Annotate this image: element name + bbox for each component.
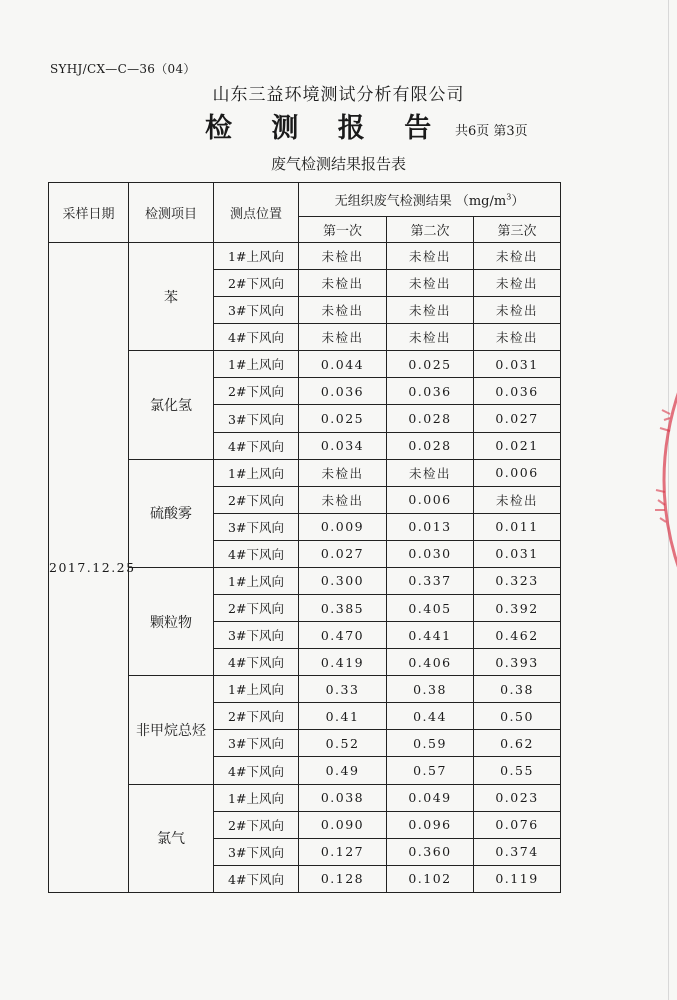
result-first: 0.127 [299, 838, 387, 865]
header-unit [456, 194, 524, 209]
result-first: 0.025 [299, 405, 387, 432]
result-third: 0.021 [474, 432, 561, 459]
result-third: 未检出 [474, 486, 561, 513]
result-third: 0.462 [474, 622, 561, 649]
result-second: 0.360 [387, 838, 474, 865]
result-third: 0.011 [474, 513, 561, 540]
result-second: 0.006 [387, 486, 474, 513]
test-point: 2#下风向 [214, 595, 299, 622]
test-point: 2#下风向 [214, 378, 299, 405]
result-second: 0.049 [387, 784, 474, 811]
header-row [49, 183, 561, 217]
result-third: 0.62 [474, 730, 561, 757]
result-first: 未检出 [299, 486, 387, 513]
header-first: 第一次 [299, 217, 387, 243]
result-third: 0.031 [474, 540, 561, 567]
test-point: 1#上风向 [214, 567, 299, 594]
result-third: 0.55 [474, 757, 561, 784]
result-first: 0.41 [299, 703, 387, 730]
test-point: 2#下风向 [214, 811, 299, 838]
test-item: 非甲烷总烃 [129, 676, 214, 784]
test-point: 4#下风向 [214, 432, 299, 459]
table-subtitle: 废气检测结果报告表 [270, 155, 406, 173]
result-third: 未检出 [474, 324, 561, 351]
test-point: 1#上风向 [214, 676, 299, 703]
result-first: 0.52 [299, 730, 387, 757]
result-first: 0.034 [299, 432, 387, 459]
header-date: 采样日期 [49, 183, 129, 243]
test-point: 3#下风向 [214, 838, 299, 865]
result-first: 0.49 [299, 757, 387, 784]
result-second: 0.028 [387, 405, 474, 432]
result-third: 0.036 [474, 378, 561, 405]
result-third: 0.393 [474, 649, 561, 676]
page-info: 共6页 第3页 [455, 124, 528, 139]
result-first: 0.385 [299, 595, 387, 622]
header-results-label: 无组织废气检测结果 [334, 194, 452, 209]
result-third: 0.38 [474, 676, 561, 703]
result-first: 0.33 [299, 676, 387, 703]
result-second: 0.337 [387, 567, 474, 594]
test-point: 3#下风向 [214, 730, 299, 757]
result-second: 0.030 [387, 540, 474, 567]
unit-open: （mg/m [455, 194, 507, 209]
sampling-date: 2017.12.25 [49, 243, 129, 893]
result-third: 0.374 [474, 838, 561, 865]
result-second: 未检出 [387, 459, 474, 486]
result-second: 0.036 [387, 378, 474, 405]
result-first: 0.419 [299, 649, 387, 676]
test-point: 1#上风向 [214, 784, 299, 811]
result-second: 0.406 [387, 649, 474, 676]
unit-sup: 3 [506, 192, 512, 202]
result-third: 0.027 [474, 405, 561, 432]
result-first: 0.470 [299, 622, 387, 649]
test-point: 3#下风向 [214, 405, 299, 432]
test-point: 2#下风向 [214, 703, 299, 730]
result-first: 未检出 [299, 324, 387, 351]
result-third: 0.119 [474, 865, 561, 892]
results-body [49, 243, 561, 893]
result-third: 0.076 [474, 811, 561, 838]
result-second: 未检出 [387, 324, 474, 351]
test-point: 4#下风向 [214, 865, 299, 892]
result-third: 0.392 [474, 595, 561, 622]
result-first: 0.036 [299, 378, 387, 405]
result-first: 0.128 [299, 865, 387, 892]
table-row [49, 243, 561, 270]
result-first: 未检出 [299, 297, 387, 324]
header-point: 测点位置 [214, 183, 299, 243]
result-third: 0.023 [474, 784, 561, 811]
result-second: 0.405 [387, 595, 474, 622]
unit-close: ） [511, 194, 525, 209]
result-second: 0.57 [387, 757, 474, 784]
result-third: 0.031 [474, 351, 561, 378]
test-point: 1#上风向 [214, 459, 299, 486]
result-third: 未检出 [474, 297, 561, 324]
header-item: 检测项目 [129, 183, 214, 243]
red-stamp-fragment [640, 380, 677, 580]
test-item: 氯气 [129, 784, 214, 892]
result-second: 0.44 [387, 703, 474, 730]
test-point: 4#下风向 [214, 540, 299, 567]
test-point: 4#下风向 [214, 649, 299, 676]
test-point: 3#下风向 [214, 297, 299, 324]
result-second: 0.441 [387, 622, 474, 649]
result-second: 0.102 [387, 865, 474, 892]
result-first: 未检出 [299, 243, 387, 270]
header-second: 第二次 [387, 217, 474, 243]
result-third: 0.323 [474, 567, 561, 594]
stamp-arc [664, 388, 677, 572]
result-second: 0.38 [387, 676, 474, 703]
test-point: 2#下风向 [214, 486, 299, 513]
result-first: 0.009 [299, 513, 387, 540]
result-first: 0.044 [299, 351, 387, 378]
header-results [299, 183, 561, 217]
result-second: 未检出 [387, 270, 474, 297]
result-third: 未检出 [474, 243, 561, 270]
result-third: 0.006 [474, 459, 561, 486]
test-point: 3#下风向 [214, 513, 299, 540]
test-point: 2#下风向 [214, 270, 299, 297]
result-second: 未检出 [387, 297, 474, 324]
result-first: 未检出 [299, 459, 387, 486]
test-point: 4#下风向 [214, 757, 299, 784]
result-first: 0.038 [299, 784, 387, 811]
report-title: 检 测 报 告 [205, 113, 447, 144]
document-code: SYHJ/CX—C—36（04） [50, 62, 196, 76]
result-first: 0.090 [299, 811, 387, 838]
test-item: 颗粒物 [129, 567, 214, 675]
test-item: 氯化氢 [129, 351, 214, 459]
company-name: 山东三益环境测试分析有限公司 [212, 85, 465, 105]
result-first: 0.027 [299, 540, 387, 567]
test-point: 3#下风向 [214, 622, 299, 649]
result-second: 0.025 [387, 351, 474, 378]
result-third: 未检出 [474, 270, 561, 297]
test-item: 硫酸雾 [129, 459, 214, 567]
result-first: 0.300 [299, 567, 387, 594]
result-second: 0.096 [387, 811, 474, 838]
result-first: 未检出 [299, 270, 387, 297]
test-point: 1#上风向 [214, 243, 299, 270]
results-table [48, 182, 561, 893]
result-second: 0.013 [387, 513, 474, 540]
result-second: 未检出 [387, 243, 474, 270]
result-second: 0.59 [387, 730, 474, 757]
test-item: 苯 [129, 243, 214, 351]
test-point: 4#下风向 [214, 324, 299, 351]
test-point: 1#上风向 [214, 351, 299, 378]
header-third: 第三次 [474, 217, 561, 243]
result-third: 0.50 [474, 703, 561, 730]
result-second: 0.028 [387, 432, 474, 459]
